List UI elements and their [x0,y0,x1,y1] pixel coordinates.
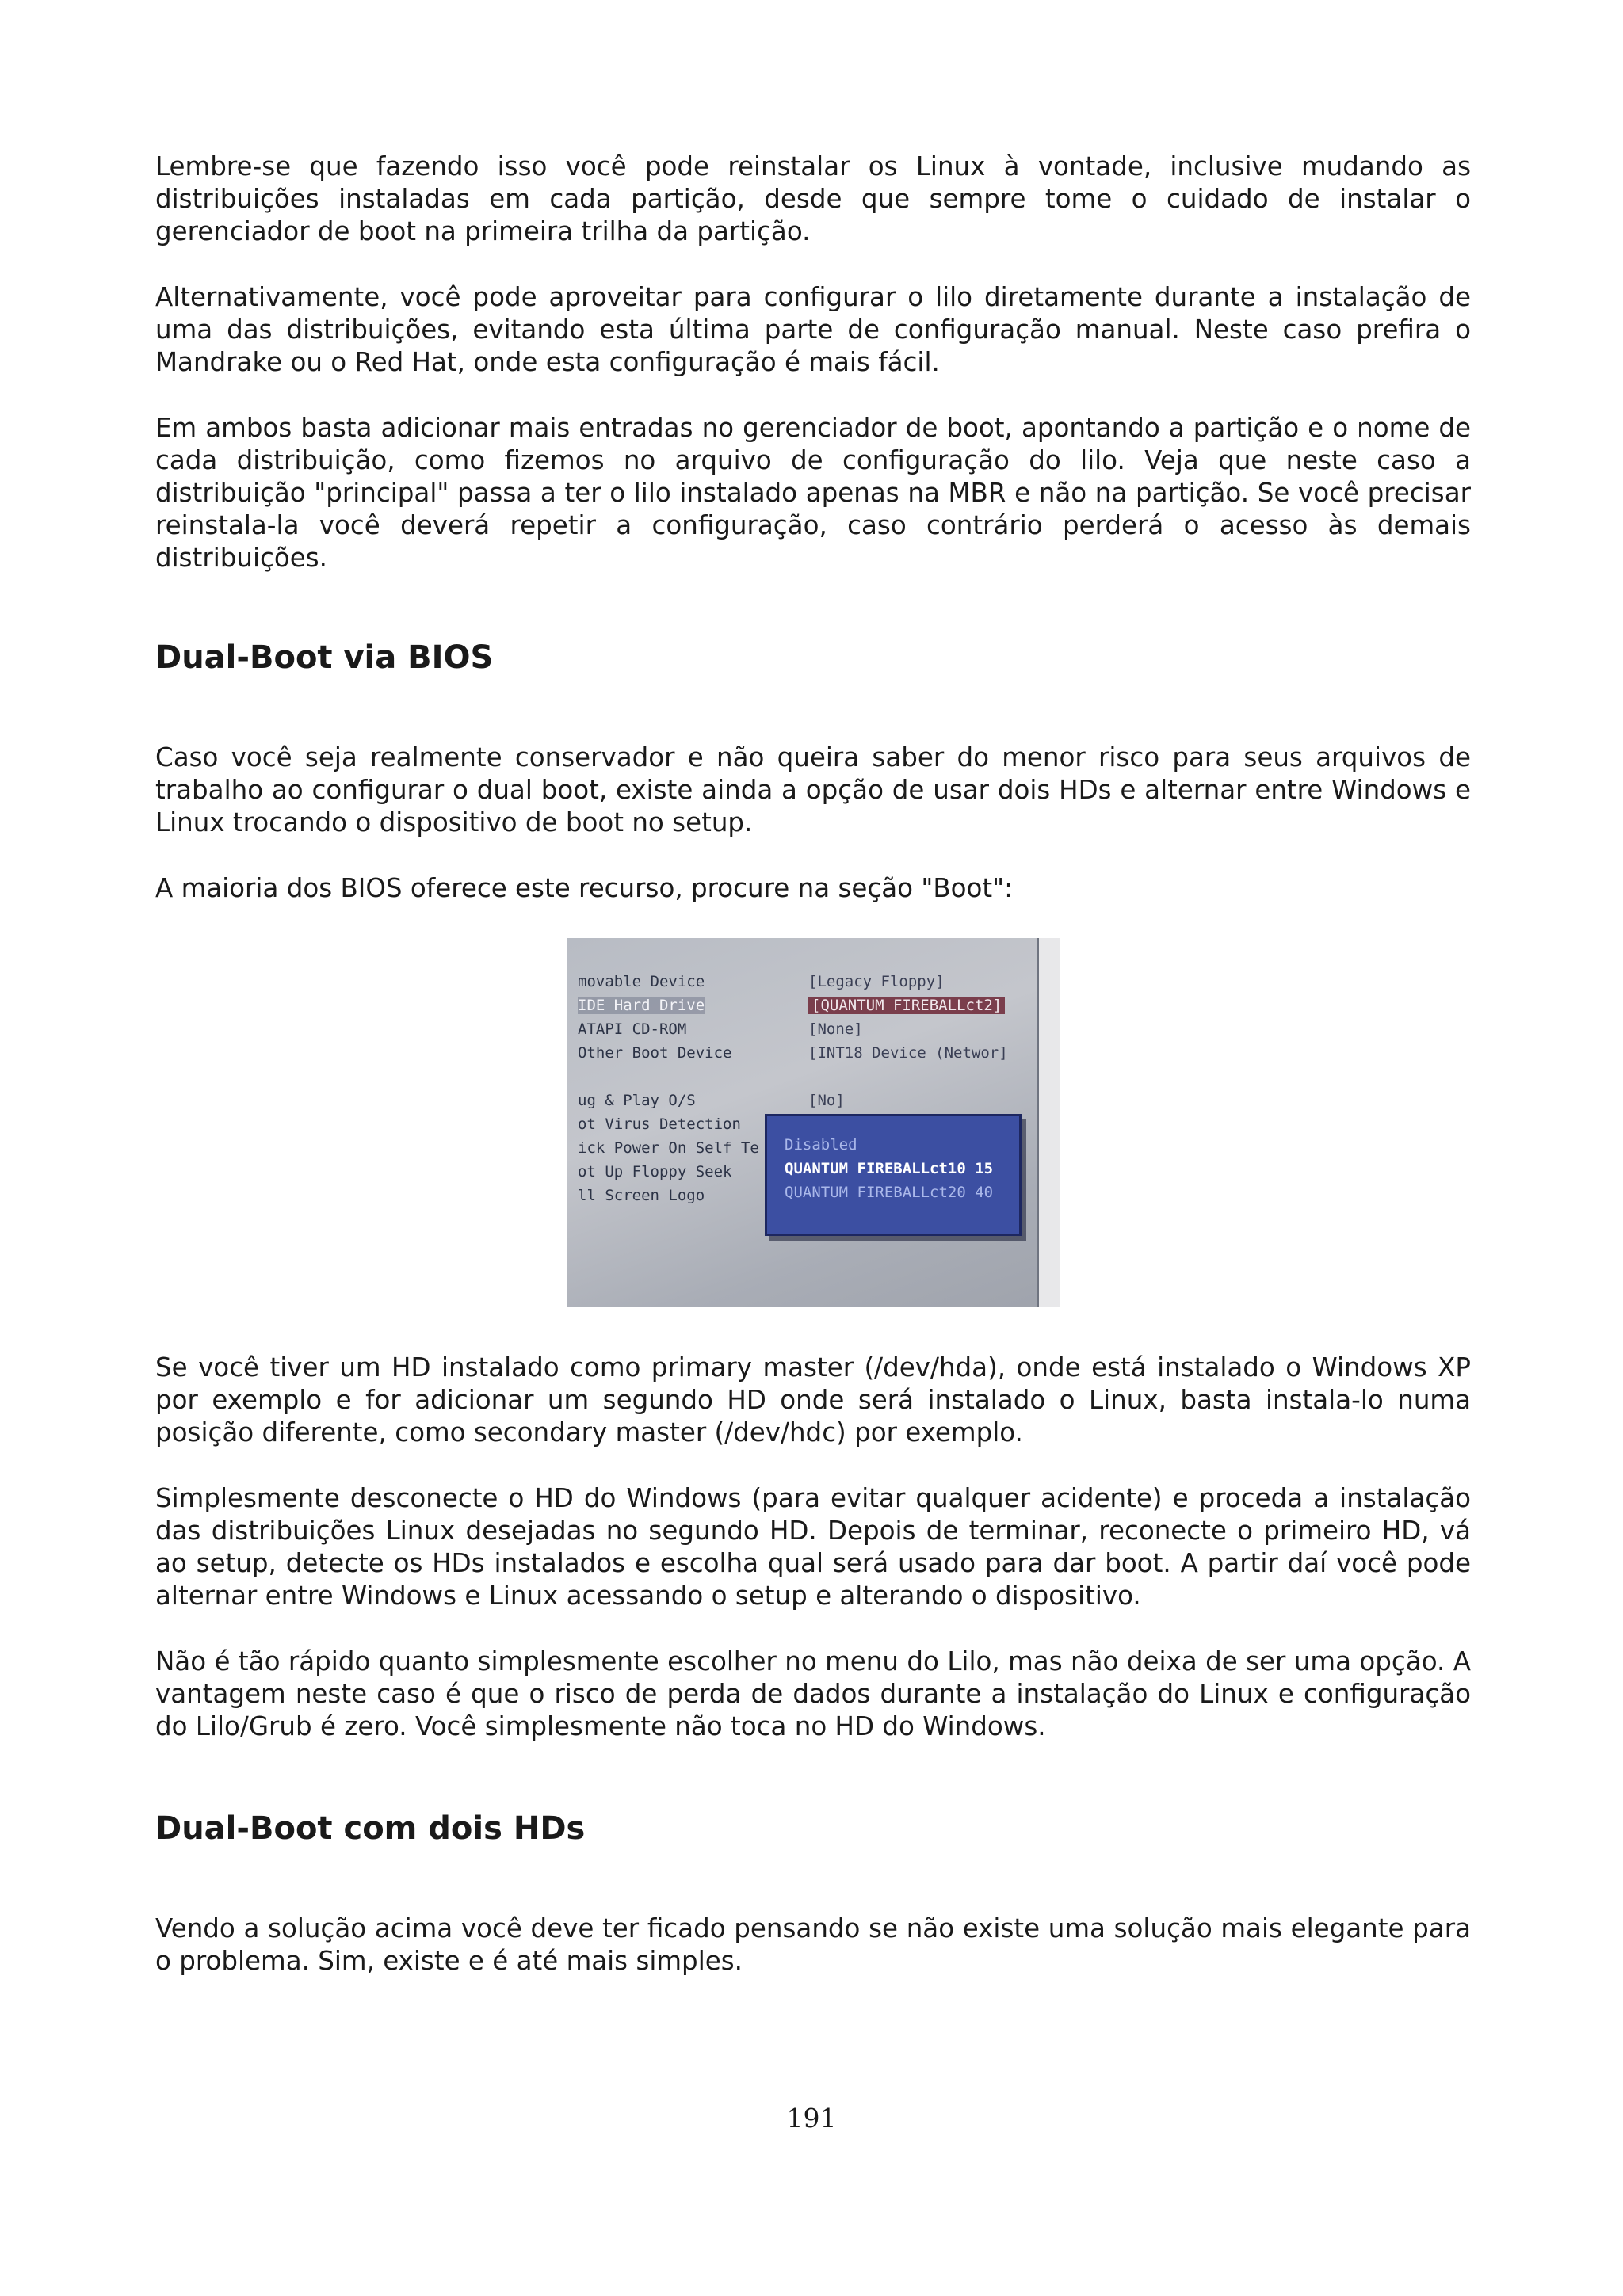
paragraph: Em ambos basta adicionar mais entradas no gerenciador de boot, apontando a partição e o nome de cada distribuição, como fizemos no arquivo de configuração do lilo. Veja que neste caso a distribuição "principal" passa a ter o lilo instalado apenas na MBR e não na partição. Se você precisar reinstala-la você deverá repetir a configuração, caso contrário perderá o acesso às demais distribuições. [155,413,1471,573]
bios-value: [No] [808,1092,845,1109]
page-number: 191 [786,2103,837,2134]
bios-label: ug & Play O/S [578,1092,696,1109]
bios-label: IDE Hard Drive [578,997,705,1014]
paragraph: Simplesmente desconecte o HD do Windows (para evitar qualquer acidente) e proceda a instalação das distribuições Linux desejadas no segundo HD. Depois de terminar, reconecte o primeiro HD, vá ao setup, detecte os HDs instalados e escolha qual será usado para dar boot. A partir daí você pode alternar entre Windows e Linux acessando o setup e alterando o dispositivo. [155,1483,1471,1611]
bios-label: ll Screen Logo [578,1187,705,1204]
bios-boot-labels [578,970,759,1207]
bios-label: ot Up Floppy Seek [578,1163,732,1180]
page-content [155,151,1471,2011]
section-heading-dois-hds: Dual-Boot com dois HDs [155,1810,586,1847]
paragraph: Vendo a solução acima você deve ter ficado pensando se não existe uma solução mais elegante para o problema. Sim, existe e é até mais simples. [155,1913,1471,1976]
paragraph: A maioria dos BIOS oferece este recurso, procure na seção "Boot": [155,873,1014,903]
bios-boot-values [808,970,1008,1112]
bios-value: [None] [808,1020,863,1038]
bios-label: movable Device [578,973,705,990]
paragraph: Não é tão rápido quanto simplesmente escolher no menu do Lilo, mas não deixa de ser uma opção. A vantagem neste caso é que o risco de perda de dados durante a instalação do Linux e configuração do Lilo/Grub é zero. Você simplesmente não toca no HD do Windows. [155,1646,1471,1741]
paragraph: Alternativamente, você pode aproveitar para configurar o lilo diretamente durante a instalação de uma das distribuições, evitando esta última parte de configuração manual. Neste caso prefira o Mandrake ou o Red Hat, onde esta configuração é mais fácil. [155,282,1471,377]
paragraph: Lembre-se que fazendo isso você pode reinstalar os Linux à vontade, inclusive mudando as distribuições instaladas em cada partição, desde que sempre tome o cuidado de instalar o gerenciador de boot na primeira trilha da partição. [155,151,1471,246]
bios-value-selected: [QUANTUM FIREBALLct2] [808,997,1005,1014]
bios-boot-photo [567,938,1060,1307]
paragraph: Caso você seja realmente conservador e não queira saber do menor risco para seus arquivos de trabalho ao configurar o dual boot, existe ainda a opção de usar dois HDs e alternar entre Windows e Linux trocando o dispositivo de boot no setup. [155,742,1471,837]
popup-option: Disabled [785,1136,857,1154]
popup-option-highlighted: QUANTUM FIREBALLct10 15 [785,1160,994,1177]
bios-value: [Legacy Floppy] [808,973,945,990]
bios-label: ot Virus Detection [578,1116,741,1133]
bios-value: [INT18 Device (Networ] [808,1044,1008,1062]
popup-option: QUANTUM FIREBALLct20 40 [785,1184,994,1201]
bios-label: ick Power On Self Te [578,1139,759,1157]
paragraph: Se você tiver um HD instalado como primary master (/dev/hda), onde está instalado o Windows XP por exemplo e for adicionar um segundo HD onde será instalado o Linux, basta instala-lo numa posição diferente, como secondary master (/dev/hdc) por exemplo. [155,1352,1471,1447]
bios-boot-options-popup [765,1114,1022,1236]
bios-label: ATAPI CD-ROM [578,1020,687,1038]
bios-help-panel-edge [1037,938,1060,1307]
bios-label: Other Boot Device [578,1044,732,1062]
figure-wrapper [155,938,1471,1307]
section-heading-bios: Dual-Boot via BIOS [155,639,494,676]
